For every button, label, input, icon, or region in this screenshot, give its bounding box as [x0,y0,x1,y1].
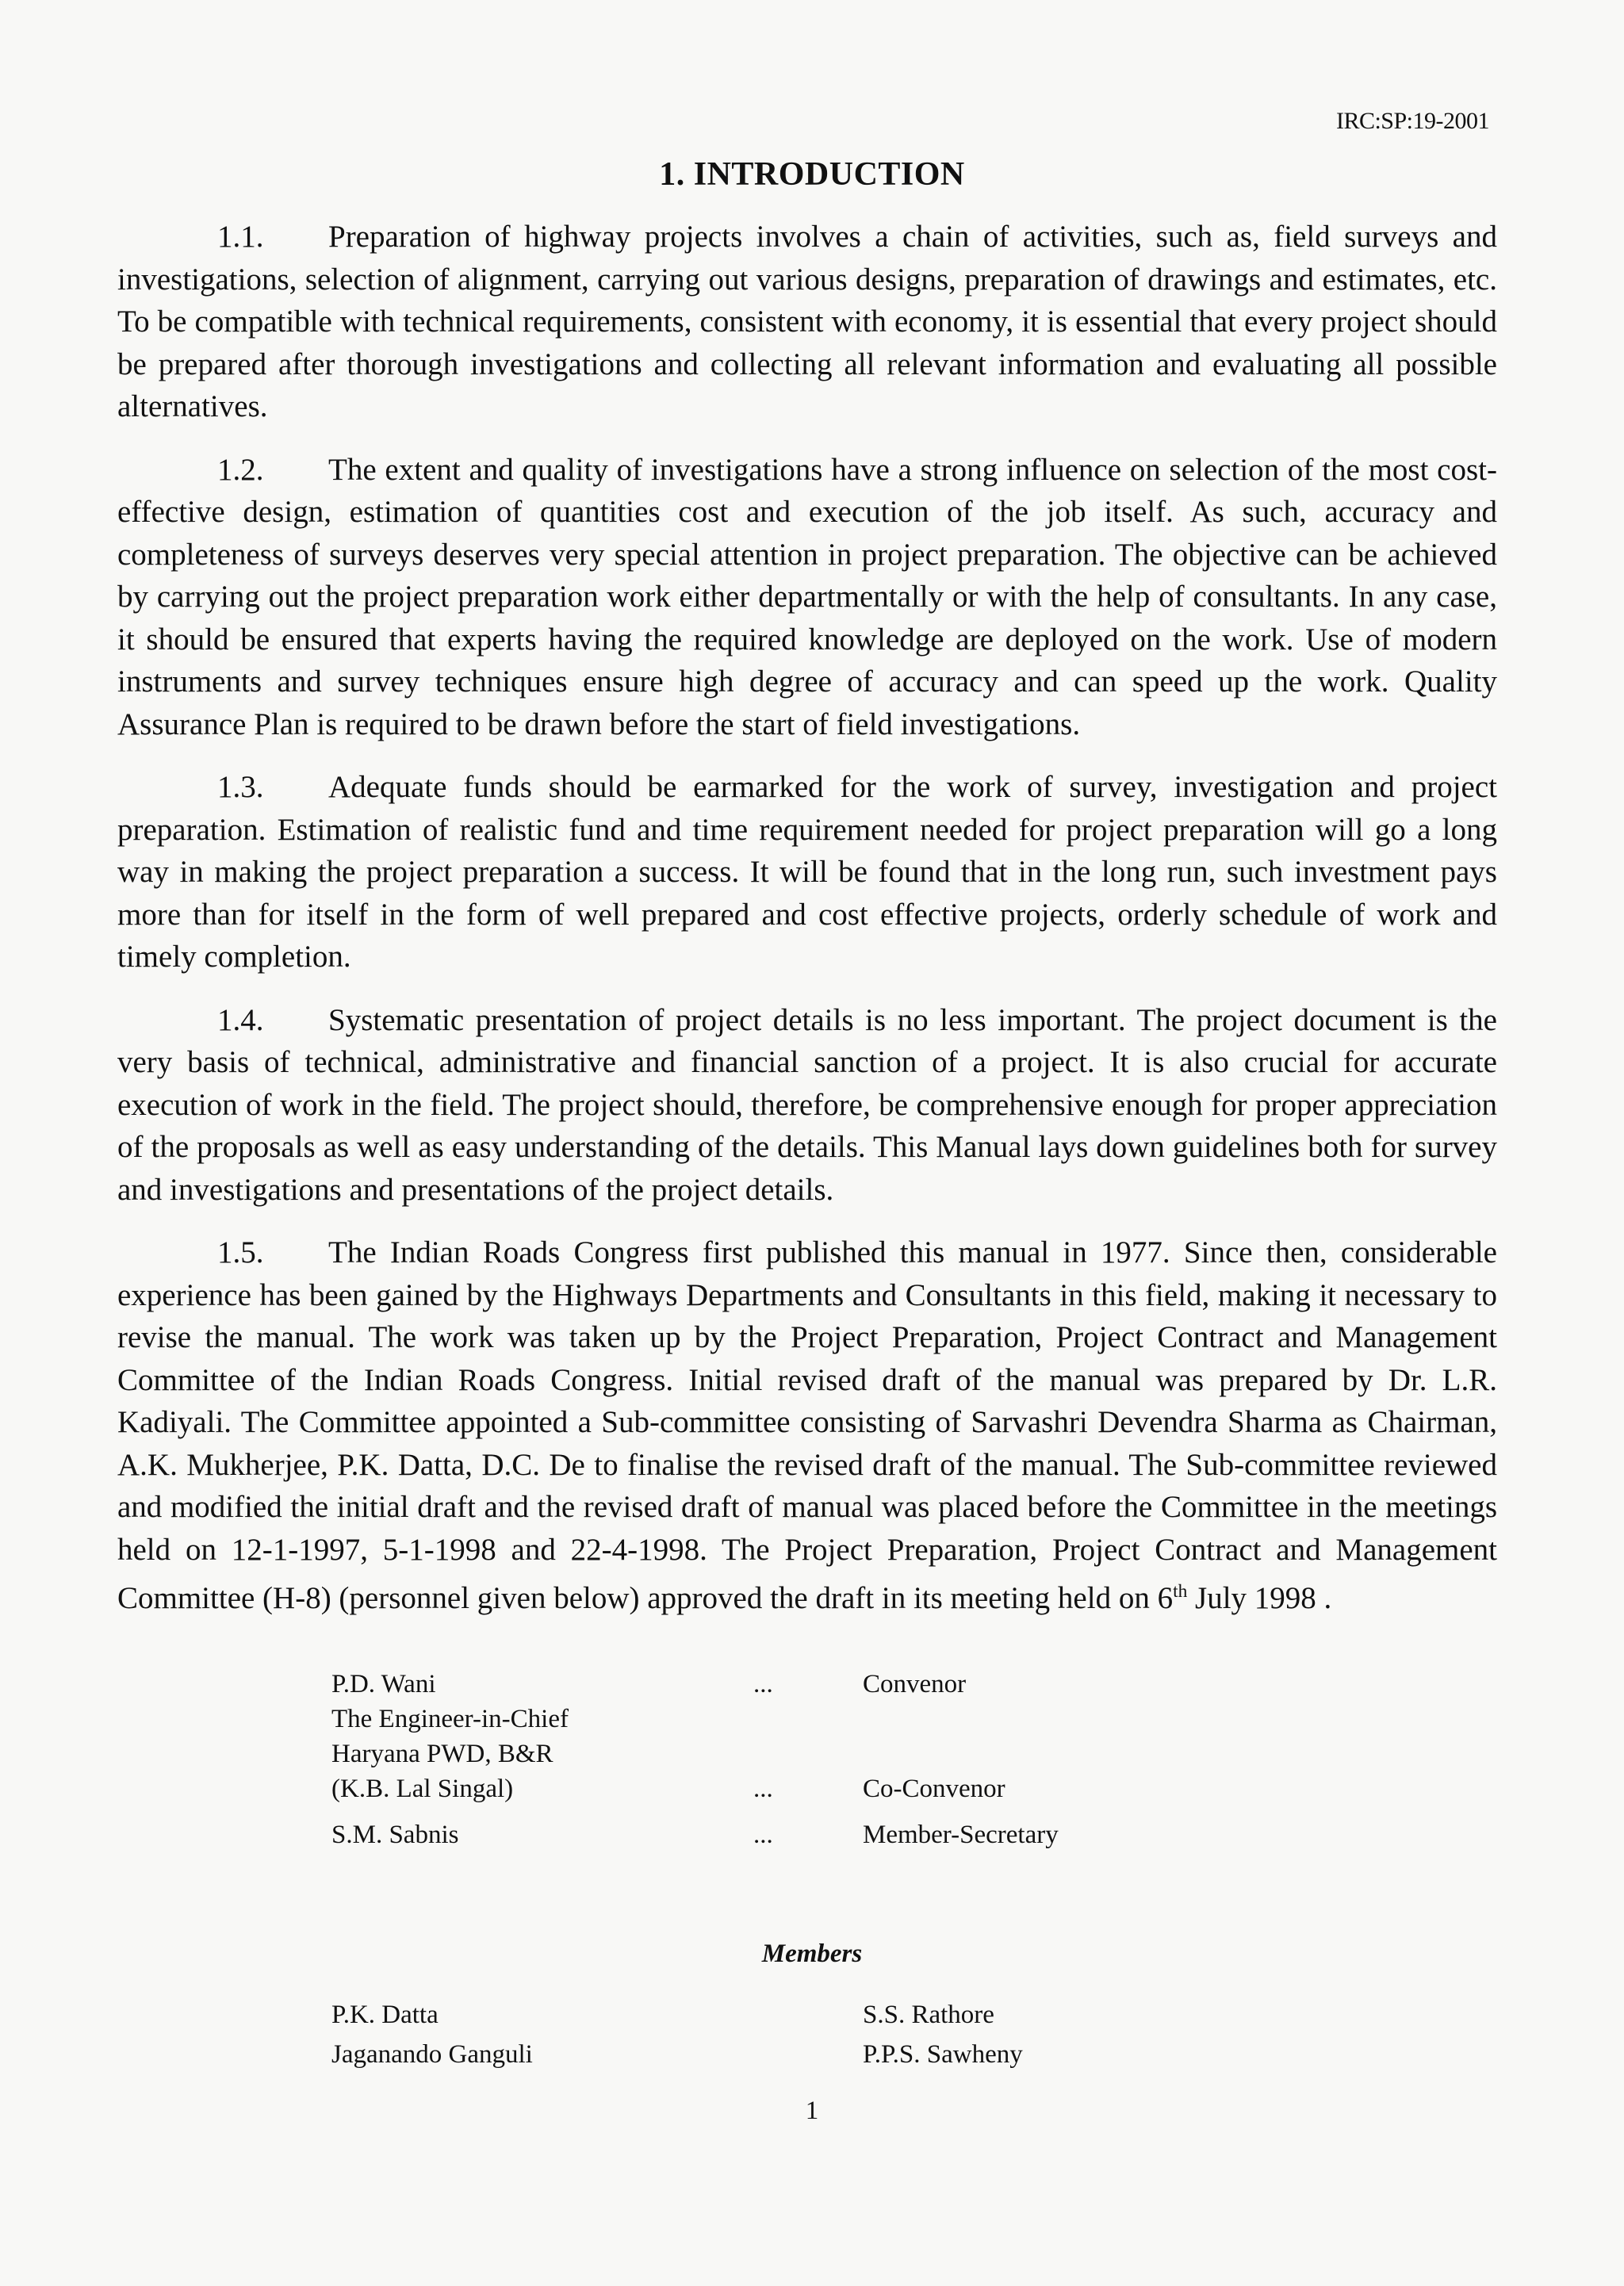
roster-row-convenor [331,1667,1442,1806]
paragraph-1-4 [117,999,1497,1212]
leader-dots: ... [753,1821,773,1849]
member-name: S.S. Rathore [863,2001,994,2029]
paragraph-number: 1.2. [217,452,264,487]
paragraph-text: Adequate funds should be earmarked for the work of survey, investigation and project preparation. Estimation of realistic fund and time requirement needed for project preparation will go a long way in making the project preparation a success. It will be found that in the long run, such investment pays more than for itself in the form of well prepared and cost effective projects, orderly schedule of work and timely completion. [117,770,1497,974]
paragraph-1-1 [117,216,1497,428]
member-name: P.P.S. Sawheny [863,2040,1023,2069]
members-column-left [331,1995,863,2074]
leader-dots: ... [753,1775,773,1803]
roster-row-member-secretary [331,1817,1442,1852]
page-number: 1 [805,2096,819,2125]
paragraph-number: 1.4. [217,1002,264,1037]
paragraph-1-5 [117,1231,1497,1620]
paragraph-number: 1.3. [217,770,264,804]
member-name: Jaganando Ganguli [331,2040,533,2069]
roster-name-line: The Engineer-in-Chief [331,1705,569,1733]
roster-role: Member-Secretary [863,1821,1059,1849]
roster-role: Co-Convenor [863,1775,1005,1803]
ordinal-suffix: th [1173,1581,1188,1602]
member-name: P.K. Datta [331,2001,439,2029]
paragraph-1-2 [117,449,1497,746]
paragraph-text: Systematic presentation of project details is no less important. The project document is the very basis of technical, administrative and financial sanction of a project. It is also crucial for accurate execution of work in the field. The project should, therefore, be comprehensive enough for proper appreciation of the proposals as well as easy understanding of the details. This Manual lays down guidelines both for survey and investigations and presentations of the project details. [117,1002,1497,1207]
paragraph-number: 1.5. [217,1235,264,1269]
body-text [117,216,1497,1641]
members-heading: Members [761,1939,863,1968]
roster-name-line: S.M. Sabnis [331,1821,459,1849]
paragraph-tail: July 1998 . [1187,1581,1332,1615]
roster-name-line: P.D. Wani [331,1670,436,1698]
members-column-right [863,1995,1394,2074]
paragraph-text: The extent and quality of investigations have a strong influence on selection of the most cost-effective design, estimation of quantities cost and execution of the job itself. As such, accuracy and completeness of surveys deserves very special attention in project preparation. The objective can be achieved by carrying out the project preparation work either departmentally or with the help of consultants. In any case, it should be ensured that experts having the required knowledge are deployed on the work. Use of modern instruments and survey techniques ensure high degree of accuracy and can speed up the work. Quality Assurance Plan is required to be drawn before the start of field investigations. [117,452,1497,741]
roster-role: Convenor [863,1670,967,1698]
paragraph-1-3 [117,766,1497,978]
paragraph-number: 1.1. [217,220,264,254]
paragraph-text: The Indian Roads Congress first published this manual in 1977. Since then, considerable experience has been gained by the Highways Departments and Consultants in this field, making it necessary to revise the manual. The work was taken up by the Project Preparation, Project Contract and Management Committee of the Indian Roads Congress. Initial revised draft of the manual was prepared by Dr. L.R. Kadiyali. The Committee appointed a Sub-committee consisting of Sarvashri Devendra Sharma as Chairman, A.K. Mukherjee, P.K. Datta, D.C. De to finalise the revised draft of the manual. The Sub-committee reviewed and modified the initial draft and the revised draft of manual was placed before the Committee in the meetings held on 12-1-1997, 5-1-1998 and 22-4-1998. The Project Preparation, Project Contract and Management Committee (H-8) (personnel given below) approved the draft in its meeting held on 6 [117,1235,1497,1615]
roster-name-line: (K.B. Lal Singal) [331,1775,514,1803]
document-code: IRC:SP:19-2001 [1335,108,1489,134]
members-list [331,1995,1394,2074]
section-title: 1. INTRODUCTION [659,156,965,193]
committee-officers [331,1667,1442,1852]
leader-dots: ... [753,1670,773,1698]
roster-name-line: Haryana PWD, B&R [331,1740,553,1768]
paragraph-text: Preparation of highway projects involves a chain of activities, such as, field surveys and investigations, selection of alignment, carrying out various designs, preparation of drawings and estimates, etc. To be compatible with technical requirements, consistent with economy, it is essential that every project should be prepared after thorough investigations and collecting all relevant information and evaluating all possible alternatives. [117,220,1497,423]
